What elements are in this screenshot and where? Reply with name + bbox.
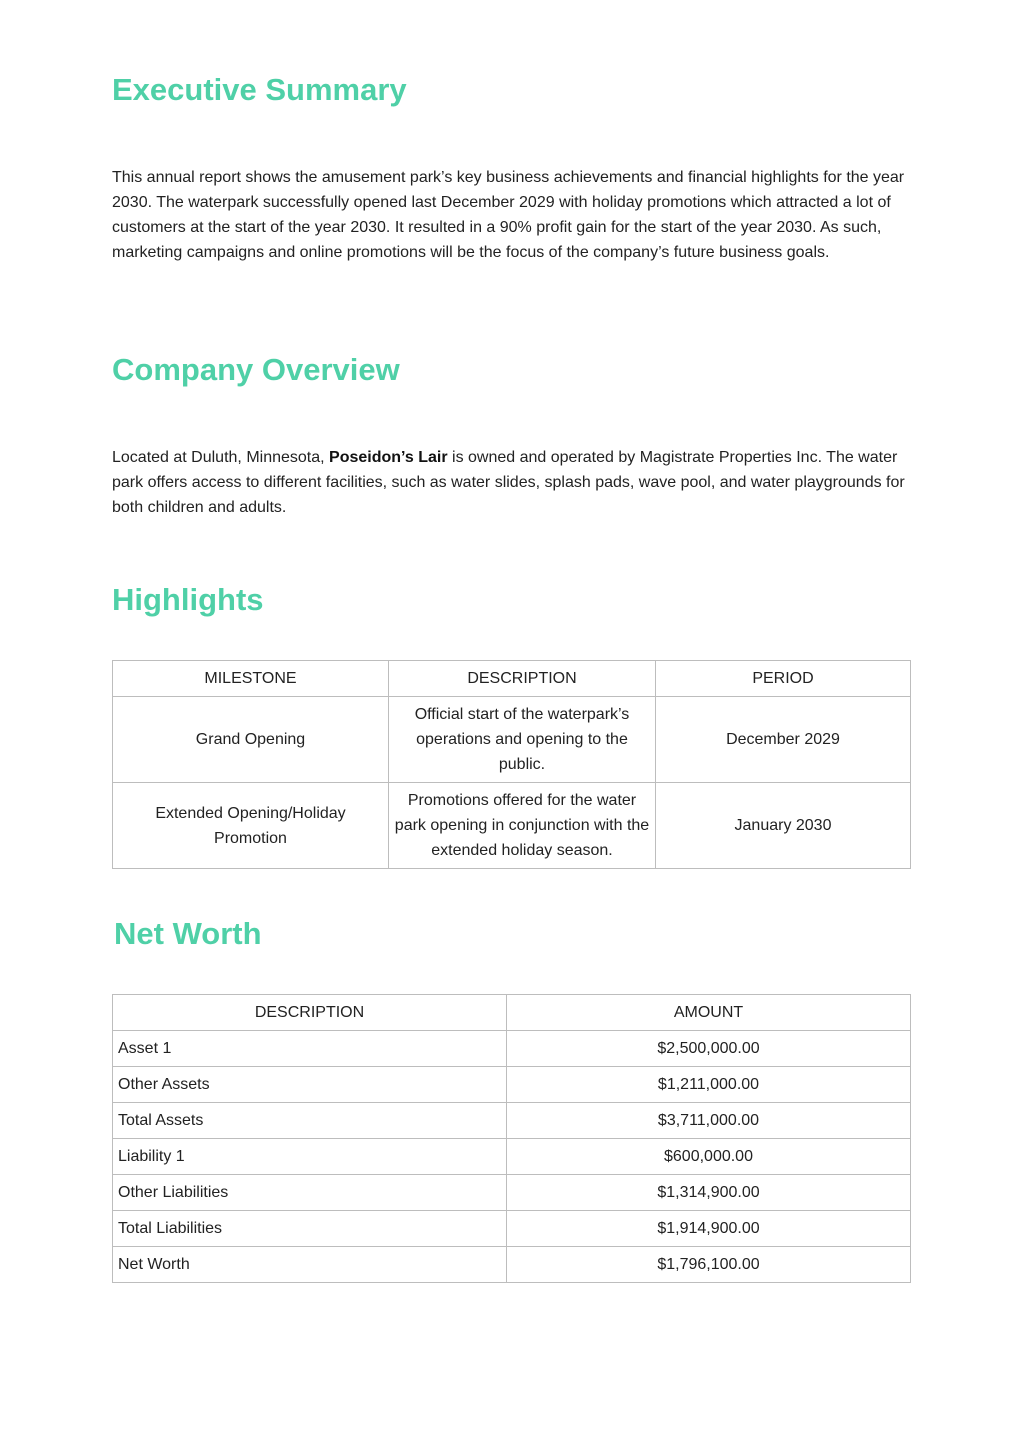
- amount-cell: $1,314,900.00: [507, 1175, 911, 1211]
- period-cell: December 2029: [656, 697, 911, 783]
- overview-text-before: Located at Duluth, Minnesota,: [112, 449, 330, 466]
- column-header-period: PERIOD: [656, 661, 911, 697]
- column-header-milestone: MILESTONE: [113, 661, 389, 697]
- table-row: [113, 1211, 911, 1247]
- column-header-description: DESCRIPTION: [113, 995, 507, 1031]
- description-cell: Other Liabilities: [113, 1175, 507, 1211]
- highlights-header-row: [113, 661, 911, 697]
- net-worth-header-row: [113, 995, 911, 1031]
- column-header-description: DESCRIPTION: [389, 661, 656, 697]
- highlights-table: [112, 660, 911, 869]
- company-overview-heading: Company Overview: [112, 352, 400, 387]
- overview-text-after: is owned and operated by Magistrate Properties Inc. The water park offers access to different facilities, such as water slides, splash pads, wave pool, and water playgrounds for both children and adults.: [112, 449, 905, 516]
- executive-summary-heading: Executive Summary: [112, 72, 407, 107]
- table-row: [113, 1175, 911, 1211]
- table-row: [113, 1139, 911, 1175]
- milestone-cell: Grand Opening: [113, 697, 389, 783]
- description-cell: Total Assets: [113, 1103, 507, 1139]
- period-cell: January 2030: [656, 783, 911, 869]
- table-row: [113, 1031, 911, 1067]
- net-worth-table: [112, 994, 911, 1283]
- column-header-amount: AMOUNT: [507, 995, 911, 1031]
- amount-cell: $1,211,000.00: [507, 1067, 911, 1103]
- amount-cell: $600,000.00: [507, 1139, 911, 1175]
- company-name: Poseidon’s Lair: [329, 449, 448, 466]
- description-cell: Total Liabilities: [113, 1211, 507, 1247]
- table-row: [113, 1103, 911, 1139]
- table-row: [113, 1247, 911, 1283]
- milestone-cell: Extended Opening/Holiday Promotion: [113, 783, 389, 869]
- table-row: [113, 783, 911, 869]
- description-cell: Net Worth: [113, 1247, 507, 1283]
- amount-cell: $1,914,900.00: [507, 1211, 911, 1247]
- description-cell: Official start of the waterpark’s operations and opening to the public.: [389, 697, 656, 783]
- net-worth-heading: Net Worth: [114, 916, 262, 951]
- amount-cell: $3,711,000.00: [507, 1103, 911, 1139]
- amount-cell: $2,500,000.00: [507, 1031, 911, 1067]
- description-cell: Asset 1: [113, 1031, 507, 1067]
- description-cell: Other Assets: [113, 1067, 507, 1103]
- table-row: [113, 697, 911, 783]
- executive-summary-text: This annual report shows the amusement park’s key business achievements and financial highlights for the year 2030. The waterpark successfully opened last December 2029 with holiday promotions which attracted a lot of customers at the start of the year 2030. It resulted in a 90% profit gain for the start of the year 2030. As such, marketing campaigns and online promotions will be the focus of the company’s future business goals.: [112, 169, 905, 261]
- table-row: [113, 1067, 911, 1103]
- amount-cell: $1,796,100.00: [507, 1247, 911, 1283]
- highlights-heading: Highlights: [112, 582, 264, 617]
- description-cell: Liability 1: [113, 1139, 507, 1175]
- company-overview-text: [112, 445, 917, 520]
- description-cell: Promotions offered for the water park opening in conjunction with the extended holiday season.: [389, 783, 656, 869]
